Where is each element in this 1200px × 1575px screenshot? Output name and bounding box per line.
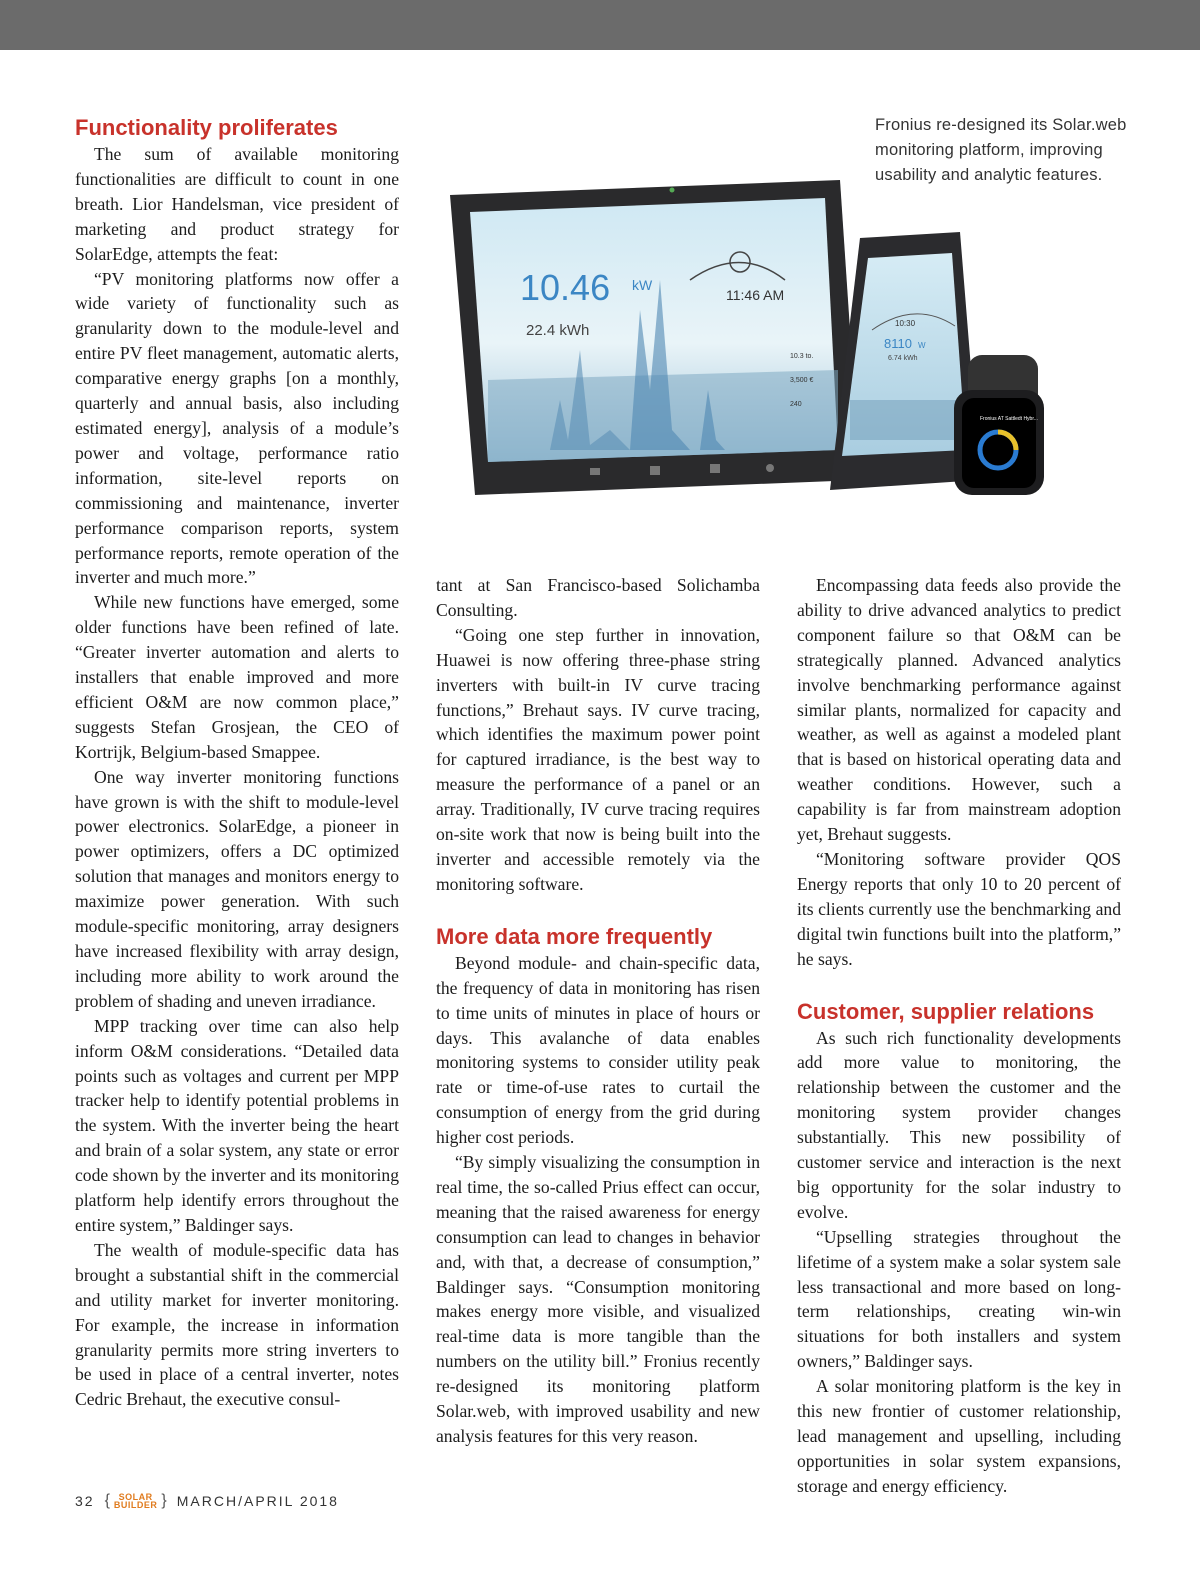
heading-customer-supplier-relations: Customer, supplier relations: [797, 998, 1095, 1024]
paragraph: “By simply visualizing the consumption in real time, the so-called Prius effect can occur, meaning that the raised awareness for energy consumption can lead to changes in behavior and, with that, a decrease of consumption,” Baldinger says. “Consumption monitoring makes energy more visible, and visualized real-time data is more tangible than the numbers on the utility bill.” Fronius recently re-designed its monitoring platform Solar.web, with improved usability and new analysis features for this very reason.: [436, 1152, 760, 1446]
paragraph: MPP tracking over time can also help inform O&M considerations. “Detailed data points such as voltages and current per MPP tracker help to identify potential problems in the system. With the inverter being the heart and brain of a solar system, any state or error code shown by the inverter and its monitoring platform help identify errors throughout the entire system,” Baldinger says.: [75, 1015, 399, 1235]
phone-power-unit: W: [918, 341, 926, 350]
page-number: 32: [75, 1493, 95, 1509]
paragraph: Beyond module- and chain-specific data, the frequency of data in monitoring has risen to time units of minutes in place of hours or days. This avalanche of data enables monitoring systems to consider utility peak rate or time-of-use rates to curtail the consumption of energy from the grid during higher cost periods.: [436, 952, 760, 1148]
paragraph: One way inverter monitoring functions have grown is with the shift to module-level power electronics. SolarEdge, a pioneer in power optimizers, offers a DC optimized solution that manages and monitors energy to maximize power generation. With such module-specific monitoring, array designers have increased flexibility with array design, including more ability to work around the problem of shading and uneven irradiance.: [75, 766, 399, 1011]
tablet-stat-3: 240: [790, 401, 802, 408]
issue-date: MARCH/APRIL 2018: [176, 1493, 339, 1509]
tablet-energy-value: 22.4 kWh: [526, 322, 590, 339]
tablet-stat-2: 3,500 €: [790, 377, 814, 384]
paragraph: tant at San Francisco-based Solichamba Consulting.: [436, 575, 760, 620]
page-footer: 32 { SOLAR BUILDER } MARCH/APRIL 2018: [75, 1492, 339, 1510]
tablet-power-unit: kW: [632, 277, 653, 293]
photo-caption: Fronius re-designed its Solar.web monitoring platform, improving usability and analytic features.: [875, 116, 1127, 184]
paragraph: “Monitoring software provider QOS Energy reports that only 10 to 20 percent of its clients currently use the benchmarking and digital twin functions built into the platform,” he says.: [797, 848, 1121, 969]
top-bar: [0, 0, 1200, 50]
tablet-power-value: 10.46: [520, 267, 611, 308]
tablet-device: [450, 180, 860, 495]
phone-power-value: 8110: [884, 336, 912, 351]
paragraph: “PV monitoring platforms now offer a wide variety of functionality such as granularity down to the module-level and entire PV fleet management, automatic alerts, comparative energy graphs [on a monthly, quarterly and annual basis, also including estimated energy], analysis of a module’s power and voltage, performance ratio information, site-level reports on commissioning and maintenance, inverter performance comparison reports, system performance reports, remote operation of the inverter and much more.”: [75, 268, 399, 588]
heading-more-data-more-frequently: More data more frequently: [436, 923, 713, 949]
watch-title: Fronius AT Sattledt Hybr...: [980, 416, 1038, 422]
column-1: [75, 114, 399, 1412]
tablet-stat-1: 10.3 to.: [790, 353, 814, 360]
paragraph: As such rich functionality developments add more value to monitoring, the relationship between the customer and the monitoring system provider changes substantially. This new possibility of customer service and interaction is the next big opportunity for the solar industry to evolve.: [797, 1027, 1121, 1222]
paragraph: While new functions have emerged, some older functions have been refined of late. “Greater inverter automation and alerts to installers that enable improved and more efficient O&M are now common place,” suggests Stefan Grosjean, the CEO of Kortrijk, Belgium-based Smappee.: [75, 592, 399, 762]
paragraph: Encompassing data feeds also provide the ability to drive advanced analytics to predict component failure so that O&M can be strategically planned. Advanced analytics involve benchmarking performance against similar plants, normalized for capacity and weather, as well as against a modeled plant that is based on historical operating data and weather conditions. However, such a capability is far from mainstream adoption yet, Brehaut suggests.: [797, 575, 1121, 845]
heading-functionality-proliferates: Functionality proliferates: [75, 115, 338, 140]
paragraph: The wealth of module-specific data has brought a substantial shift in the commercial and utility market for inverter monitoring. For example, the increase in information granularity permits more string inverters to be used in place of a central inverter, notes Cedric Brehaut, the executive consul-: [75, 1239, 399, 1410]
paragraph: A solar monitoring platform is the key in this new frontier of customer relationship, lead management and upselling, including opportunities in solar system expansions, storage and energy efficiency.: [797, 1376, 1121, 1496]
phone-time: 10:30: [895, 319, 916, 328]
phone-energy-value: 6.74 kWh: [888, 355, 918, 362]
column-3: [797, 573, 1121, 1499]
paragraph: “Going one step further in innovation, Huawei is now offering three-phase string inverters with built-in IV curve tracing functions,” Brehaut says. IV curve tracing, which identifies the maximum power point for captured irradiance, is the best way to measure the performance of a panel or an array. Traditionally, IV curve tracing requires on-site work that now is being built into the inverter and accessible remotely via the monitoring software.: [436, 624, 760, 894]
devices-photo: [440, 150, 1070, 545]
tablet-time: 11:46 AM: [726, 287, 785, 303]
column-2: [436, 573, 760, 1449]
paragraph: “Upselling strategies throughout the lifetime of a system make a solar system sale less transactional and more based on long-term relationships, creating win-win situations for both installers and system owners,” Baldinger says.: [797, 1226, 1121, 1372]
paragraph: The sum of available monitoring functionalities are difficult to count in one breath. Lior Handelsman, vice president of marketing and product strategy for SolarEdge, attempts the feat:: [75, 144, 399, 264]
solar-builder-logo: SOLAR BUILDER: [113, 1492, 158, 1510]
